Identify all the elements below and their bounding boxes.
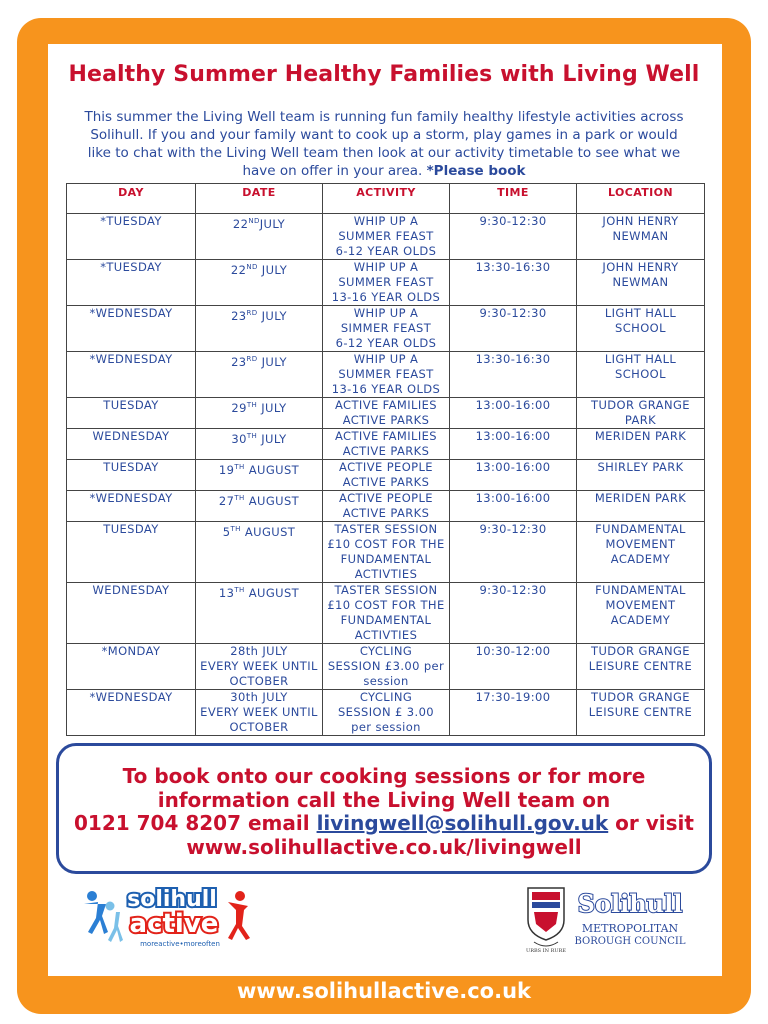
activity-line: WHIP UP A (353, 260, 419, 274)
table-row (67, 429, 705, 460)
cell-date (196, 214, 323, 260)
cell-time: 13:00-16:00 (450, 398, 577, 429)
cell-day: *WEDNESDAY (67, 352, 196, 398)
date-number: 23 (231, 308, 247, 323)
page-title: Healthy Summer Healthy Families with Living Well (68, 62, 700, 87)
date-month: JULY (257, 431, 287, 446)
cell-time: 9:30-12:30 (450, 522, 577, 583)
activity-line: ACTIVTIES (354, 628, 418, 642)
activity-line: ACTIVE PARKS (342, 475, 430, 489)
date-suffix: ND (248, 217, 260, 225)
cell-location (577, 583, 705, 644)
activity-line: SESSION £3.00 per (327, 659, 445, 673)
cell-location (577, 260, 705, 306)
activity-line: SUMMER FEAST (338, 229, 434, 243)
location-line: JOHN HENRY (602, 214, 679, 228)
location-line: NEWMAN (612, 275, 669, 289)
header-date: DATE (196, 184, 323, 214)
table-row (67, 583, 705, 644)
activity-line: WHIP UP A (353, 214, 419, 228)
email-link[interactable]: livingwell@solihull.gov.uk (316, 811, 609, 835)
activity-line: session (363, 674, 409, 688)
date-number: 13 (218, 585, 235, 600)
date-suffix: RD (246, 355, 258, 363)
date-number: 29 (231, 400, 247, 415)
logo-right-name: Solihull (577, 889, 683, 918)
cell-day: TUESDAY (67, 460, 196, 491)
table-row (67, 260, 705, 306)
location-line: SHIRLEY PARK (597, 460, 684, 474)
cell-time: 10:30-12:00 (450, 644, 577, 690)
cell-day: TUESDAY (67, 522, 196, 583)
cell-activity (323, 522, 450, 583)
location-line: JOHN HENRY (602, 260, 679, 274)
location-line: ACADEMY (610, 613, 671, 627)
table-row (67, 522, 705, 583)
date-number: 5 (222, 524, 231, 539)
cell-date (196, 352, 323, 398)
cell-date (196, 398, 323, 429)
cell-date (196, 644, 323, 690)
table-row (67, 398, 705, 429)
activity-line: SUMMER FEAST (338, 367, 434, 381)
table-row (67, 690, 705, 736)
activity-line: £10 COST FOR THE (327, 537, 445, 551)
date-number: 30 (231, 431, 247, 446)
header-time: TIME (450, 184, 577, 214)
header-location: LOCATION (577, 184, 705, 214)
location-line: MOVEMENT (605, 598, 676, 612)
cell-day: WEDNESDAY (67, 429, 196, 460)
location-line: NEWMAN (612, 229, 669, 243)
cell-day: *TUESDAY (67, 260, 196, 306)
activity-line: SESSION £ 3.00 (337, 705, 435, 719)
location-line: ACADEMY (610, 552, 671, 566)
intro-text: This summer the Living Well team is running fun family healthy lifestyle activities across Solihull. If you and your family want to cook up a storm, play games in a park or would like to chat with the Living Well team then look at our activity timetable to see what we have on offer in your area. (84, 109, 684, 179)
cell-day: WEDNESDAY (67, 583, 196, 644)
location-line: MOVEMENT (605, 537, 676, 551)
date-month: JULY (257, 308, 287, 323)
cell-day: TUESDAY (67, 398, 196, 429)
location-line: MERIDEN PARK (594, 491, 687, 505)
activity-line: ACTIVE PARKS (342, 444, 430, 458)
cell-location (577, 306, 705, 352)
cell-day: *WEDNESDAY (67, 690, 196, 736)
phone-text: 0121 704 8207 email (74, 811, 317, 835)
date-number: 22 (232, 216, 249, 231)
date-line: OCTOBER (229, 674, 289, 688)
date-suffix: TH (230, 525, 241, 533)
cell-date (196, 260, 323, 306)
visit-text: or visit (608, 811, 694, 835)
activity-line: ACTIVE FAMILIES (334, 398, 437, 412)
location-line: LIGHT HALL (604, 306, 677, 320)
cell-time: 9:30-12:30 (450, 214, 577, 260)
activity-line: SUMMER FEAST (338, 275, 434, 289)
date-line: 30th JULY (230, 690, 288, 704)
cell-location (577, 398, 705, 429)
location-line: SCHOOL (615, 321, 666, 335)
cell-time: 13:30-16:30 (450, 352, 577, 398)
activity-line: CYCLING (359, 690, 413, 704)
cell-day: *WEDNESDAY (67, 306, 196, 352)
figure-blue-icon (84, 891, 108, 934)
date-line: EVERY WEEK UNTIL (200, 659, 318, 673)
activity-line: ACTIVTIES (354, 567, 418, 581)
date-month: JULY (257, 354, 287, 369)
date-month: JULY (259, 216, 286, 231)
logo-left-tagline: moreactive•moreoften (140, 940, 220, 948)
date-month: AUGUST (244, 462, 300, 477)
cell-time: 9:30-12:30 (450, 583, 577, 644)
location-line: FUNDAMENTAL (595, 583, 686, 597)
activity-line: 13-16 YEAR OLDS (331, 382, 441, 396)
cell-location (577, 214, 705, 260)
date-month: AUGUST (240, 524, 296, 539)
date-number: 23 (231, 354, 247, 369)
location-line: LEISURE CENTRE (588, 705, 693, 719)
cell-time: 13:00-16:00 (450, 460, 577, 491)
table-row (67, 214, 705, 260)
activity-timetable (66, 183, 705, 736)
activity-line: ACTIVE PEOPLE (339, 491, 433, 505)
intro-emphasis: *Please book (426, 163, 526, 179)
activity-line: ACTIVE PARKS (342, 413, 430, 427)
solihull-council-logo (520, 884, 695, 954)
cell-date (196, 306, 323, 352)
table-row (67, 644, 705, 690)
cell-activity (323, 214, 450, 260)
cell-activity (323, 260, 450, 306)
cell-location (577, 460, 705, 491)
location-line: TUDOR GRANGE (591, 644, 690, 658)
cell-date (196, 491, 323, 522)
date-line: OCTOBER (229, 720, 289, 734)
date-suffix: TH (246, 401, 258, 409)
activity-line: 6-12 YEAR OLDS (335, 244, 437, 258)
cell-activity (323, 644, 450, 690)
info-line-4[interactable]: www.solihullactive.co.uk/livingwell (186, 834, 582, 859)
info-line-3 (56, 812, 712, 836)
cell-activity (323, 491, 450, 522)
cell-activity (323, 429, 450, 460)
date-number: 22 (230, 262, 247, 277)
activity-line: TASTER SESSION (334, 522, 438, 536)
activity-line: ACTIVE PEOPLE (339, 460, 433, 474)
figure-red-icon (228, 891, 250, 940)
location-line: MERIDEN PARK (594, 429, 687, 443)
footer-url[interactable]: www.solihullactive.co.uk (237, 979, 531, 1003)
table-row (67, 352, 705, 398)
cell-time: 13:30-16:30 (450, 260, 577, 306)
date-line: 28th JULY (230, 644, 288, 658)
info-line-2: information call the Living Well team on (157, 787, 611, 812)
cell-date (196, 690, 323, 736)
activity-line: FUNDAMENTAL (340, 552, 432, 566)
activity-line: CYCLING (359, 644, 413, 658)
cell-date (196, 460, 323, 491)
logo-left-line1: solihull (127, 887, 217, 912)
activity-line: £10 COST FOR THE (327, 598, 445, 612)
activity-line: 13-16 YEAR OLDS (331, 290, 441, 304)
cell-location (577, 429, 705, 460)
cell-time: 13:00-16:00 (450, 429, 577, 460)
cell-activity (323, 306, 450, 352)
location-line: SCHOOL (615, 367, 666, 381)
location-line: FUNDAMENTAL (595, 522, 686, 536)
figure-light-icon (104, 902, 123, 943)
cell-time: 9:30-12:30 (450, 306, 577, 352)
activity-line: WHIP UP A (353, 352, 419, 366)
location-line: TUDOR GRANGE (591, 398, 690, 412)
location-line: PARK (624, 413, 657, 427)
cell-day: *MONDAY (67, 644, 196, 690)
cell-activity (323, 352, 450, 398)
activity-line: FUNDAMENTAL (340, 613, 432, 627)
activity-line: per session (351, 720, 421, 734)
cell-activity (323, 460, 450, 491)
cell-activity (323, 690, 450, 736)
activity-line: ACTIVE PARKS (342, 506, 430, 520)
date-month: AUGUST (244, 585, 300, 600)
activity-line: ACTIVE FAMILIES (334, 429, 437, 443)
cell-date (196, 522, 323, 583)
table-row (67, 491, 705, 522)
logo-right-line1: METROPOLITAN (581, 922, 679, 935)
cell-date (196, 583, 323, 644)
cell-location (577, 690, 705, 736)
location-line: LEISURE CENTRE (588, 659, 693, 673)
booking-info-text (56, 765, 712, 859)
date-line: EVERY WEEK UNTIL (200, 705, 318, 719)
date-number: 19 (218, 462, 235, 477)
table-row (67, 306, 705, 352)
table-body (67, 214, 705, 736)
date-suffix: TH (234, 494, 245, 502)
info-line-1: To book onto our cooking sessions or for more (122, 764, 646, 788)
activity-line: TASTER SESSION (334, 583, 438, 597)
cell-location (577, 352, 705, 398)
header-activity: ACTIVITY (323, 184, 450, 214)
logo-right-motto: URBS IN RURE (526, 948, 566, 954)
solihull-active-logo (80, 882, 260, 957)
coat-of-arms-icon (528, 888, 564, 946)
table-row (67, 460, 705, 491)
location-line: LIGHT HALL (604, 352, 677, 366)
date-suffix: RD (246, 309, 258, 317)
date-suffix: TH (246, 432, 258, 440)
date-month: AUGUST (244, 493, 300, 508)
date-suffix: TH (234, 586, 245, 594)
cell-location (577, 491, 705, 522)
logo-right-line2: BOROUGH COUNCIL (574, 936, 686, 947)
cell-day: *TUESDAY (67, 214, 196, 260)
date-month: JULY (257, 400, 287, 415)
activity-line: WHIP UP A (353, 306, 419, 320)
cell-location (577, 644, 705, 690)
cell-time: 17:30-19:00 (450, 690, 577, 736)
cell-day: *WEDNESDAY (67, 491, 196, 522)
date-suffix: TH (234, 463, 245, 471)
logo-left-line2: active (129, 909, 219, 939)
date-suffix: ND (246, 263, 258, 271)
activity-line: 6-12 YEAR OLDS (335, 336, 437, 350)
header-day: DAY (67, 184, 196, 214)
date-month: JULY (257, 262, 288, 277)
cell-time: 13:00-16:00 (450, 491, 577, 522)
intro-paragraph (80, 108, 688, 180)
cell-activity (323, 398, 450, 429)
date-number: 27 (218, 493, 235, 508)
cell-activity (323, 583, 450, 644)
activity-line: SIMMER FEAST (340, 321, 432, 335)
location-line: TUDOR GRANGE (591, 690, 690, 704)
table-header-row (67, 184, 705, 214)
cell-location (577, 522, 705, 583)
cell-date (196, 429, 323, 460)
